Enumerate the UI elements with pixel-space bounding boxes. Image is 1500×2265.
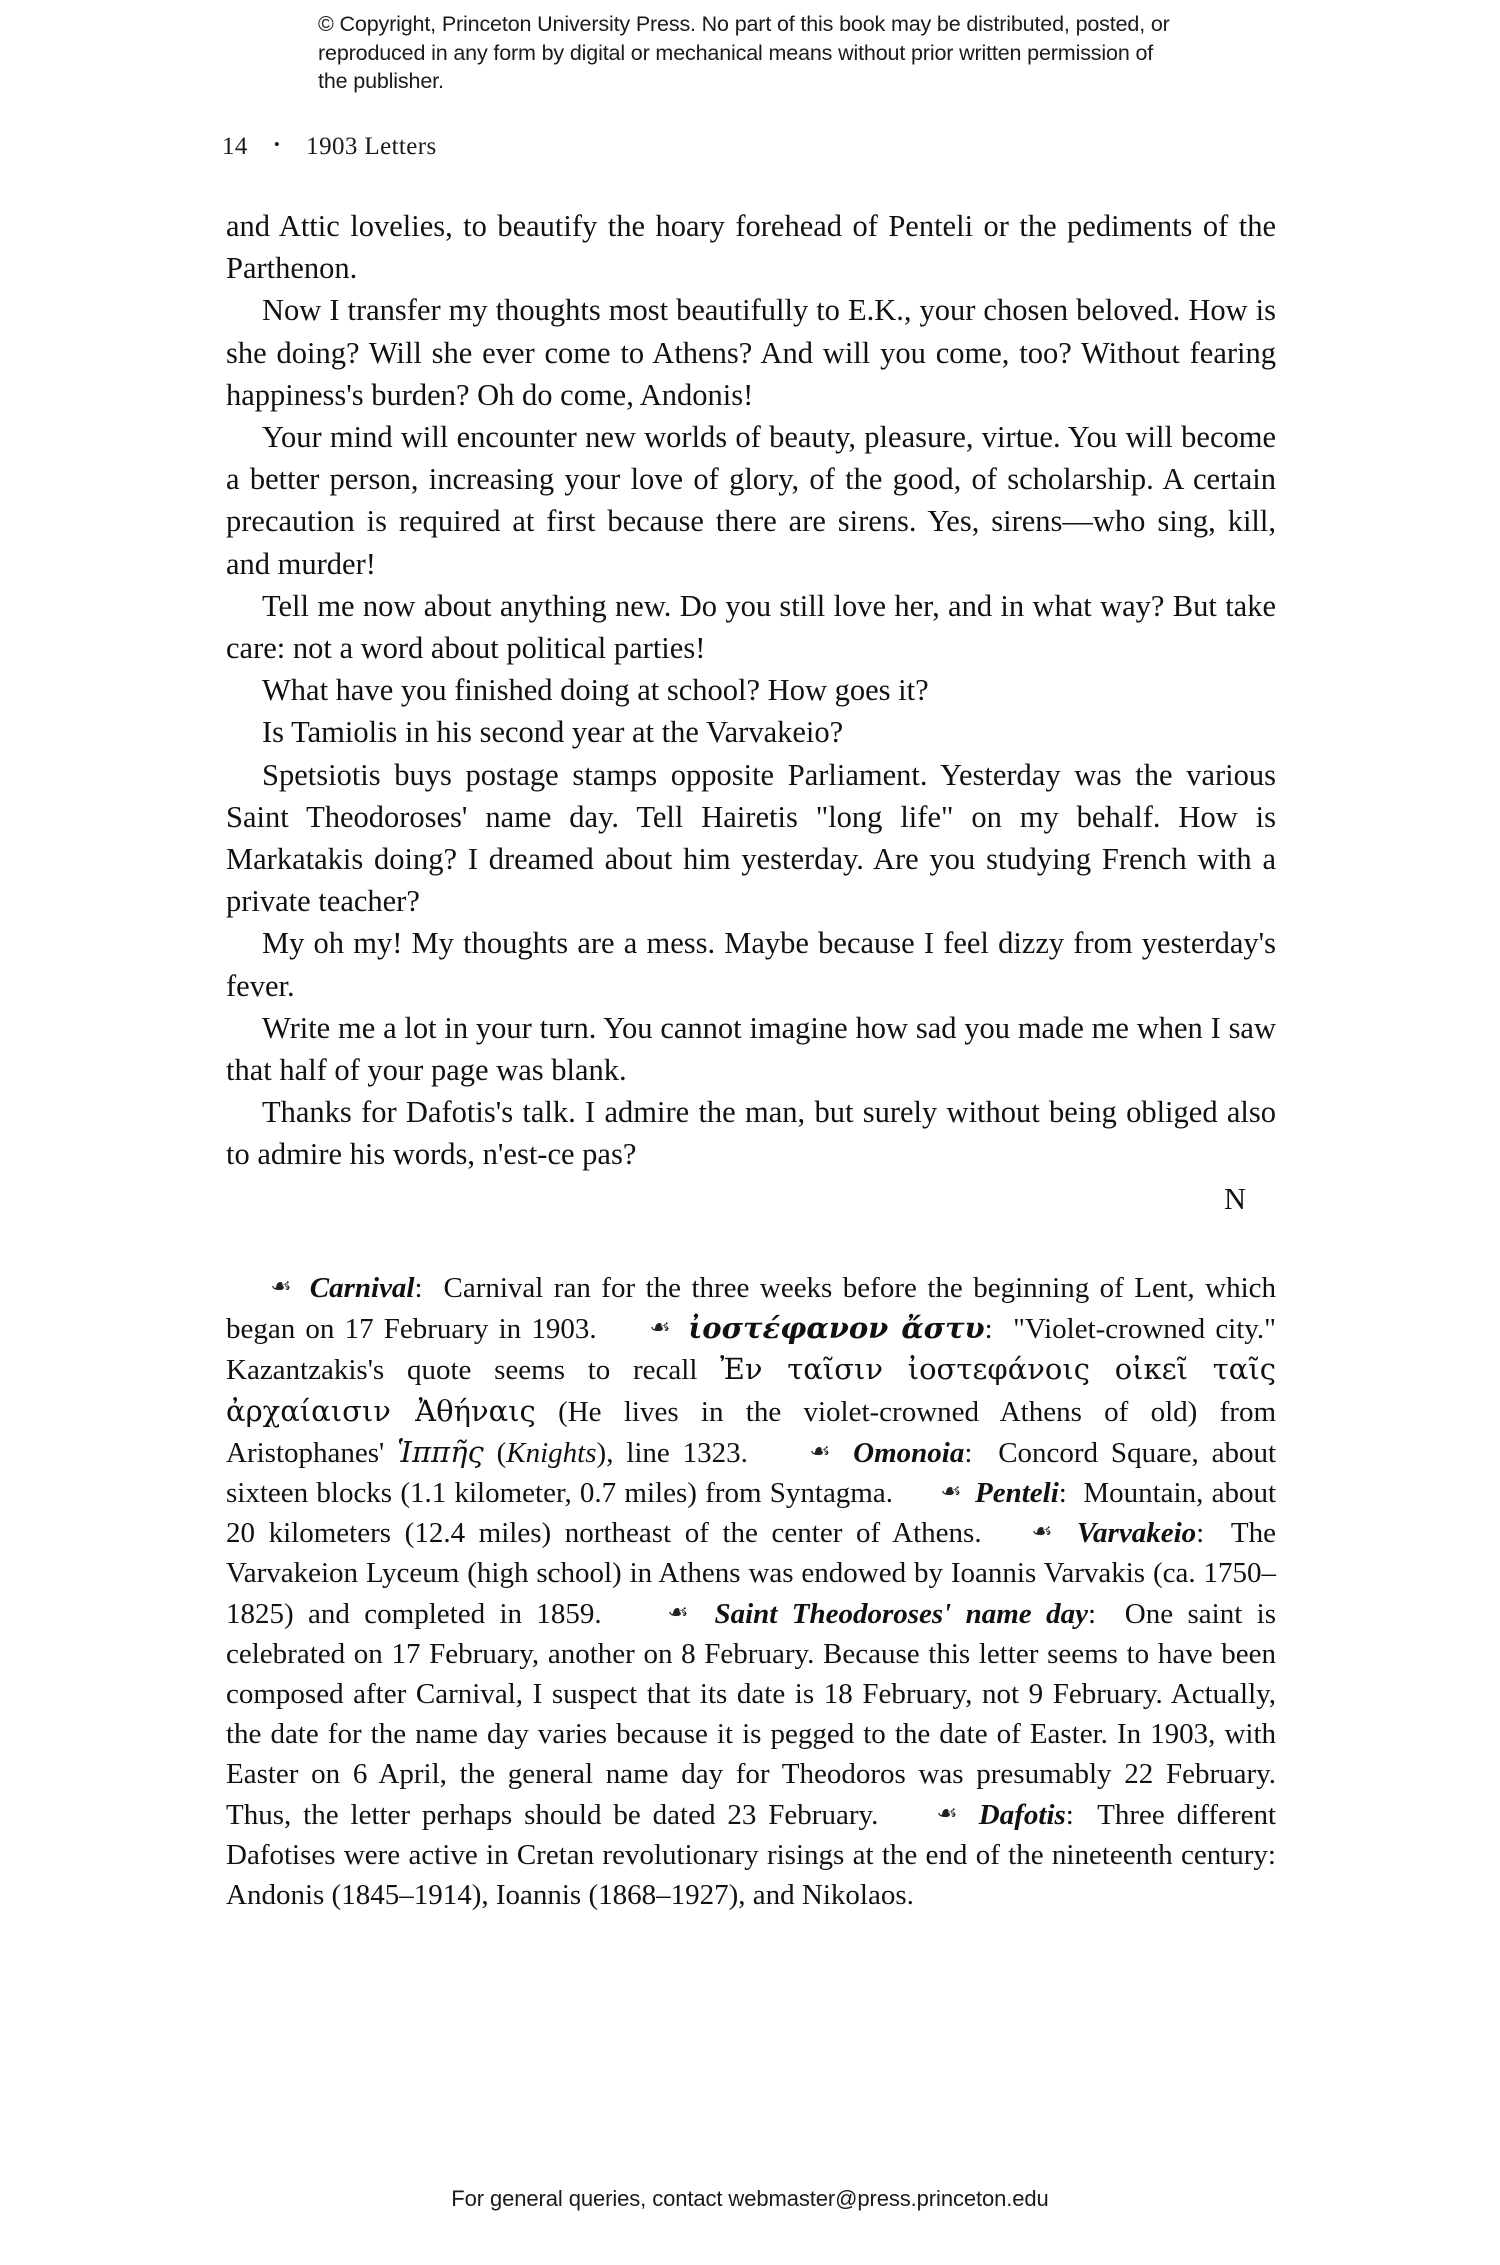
greek-quotation: Ἐν ταῖσιν ἰοστεφάνοις οἰκεῖ ταῖς ἀρχαίαισιν Ἀθήναις: [226, 1352, 1276, 1428]
annotation-colon: :: [414, 1272, 423, 1304]
fleuron-icon: ☙: [270, 1274, 292, 1298]
fleuron-icon: ☙: [939, 1479, 962, 1504]
annotation-lemma: ἰοστέφανον ἄστυ: [688, 1311, 985, 1346]
body-paragraph: Is Tamiolis in his second year at the Varvakeio?: [262, 715, 844, 750]
footer-notice: For general queries, contact webmaster@press.princeton.edu: [451, 2186, 1049, 2211]
annotation-lemma: Saint Theodoroses' name day: [714, 1597, 1088, 1630]
fleuron-icon: ☙: [808, 1438, 831, 1463]
body-paragraph: and Attic lovelies, to beautify the hoary forehead of Penteli or the pediments of the Parthenon.: [226, 209, 1276, 286]
annotation-text: (: [483, 1436, 507, 1469]
annotation-lemma: Penteli: [975, 1477, 1059, 1510]
annotation-text: (He lives in the violet-crowned Athens of old) from Aristophanes': [226, 1395, 1276, 1469]
fleuron-icon: ☙: [649, 1315, 671, 1340]
annotation-text: Three different Dafotises were active in Cretan revolutionary risings at the end of the nineteenth century: Andonis (1845–1914), Ioannis (1868–1927), and Nikolaos.: [226, 1798, 1277, 1912]
copyright-notice: © Copyright, Princeton University Press. No part of this book may be distributed, posted, or reproduced in any form by digital or mechanical means without prior written permission of the publisher.: [318, 12, 1170, 93]
body-paragraph: Spetsiotis buys postage stamps opposite Parliament. Yesterday was the various Saint Theodoroses' name day. Tell Hairetis "long life" on my behalf. How is Markatakis doing? I dreamed about him yesterday. Are you studying French with a private teacher?: [226, 757, 1276, 919]
page-number: 14: [222, 133, 248, 160]
body-paragraph: Thanks for Dafotis's talk. I admire the man, but surely without being obliged also to admire his words, n'est-ce pas?: [226, 1095, 1276, 1172]
letter-body: [226, 205, 1276, 1176]
annotation-lemma: Varvakeio: [1076, 1517, 1197, 1550]
annotation-lemma: Carnival: [309, 1272, 415, 1304]
annotation-colon: :: [1196, 1517, 1205, 1550]
annotation-text: Concord Square, about sixteen blocks (1.1 kilometer, 0.7 miles) from Syntagma.: [226, 1436, 1277, 1510]
body-paragraph: My oh my! My thoughts are a mess. Maybe because I feel dizzy from yesterday's fever.: [226, 926, 1276, 1003]
running-head-title: 1903 Letters: [306, 133, 437, 160]
annotation-lemma: Dafotis: [978, 1798, 1066, 1831]
work-title: Knights: [506, 1436, 597, 1469]
letter-signature: N: [1223, 1182, 1246, 1216]
body-paragraph: Now I transfer my thoughts most beautifully to E.K., your chosen beloved. How is she doing? Will she ever come to Athens? And will you come, too? Without fearing happiness's burden? Oh do come, Andonis!: [226, 293, 1276, 412]
annotation-colon: :: [964, 1436, 973, 1469]
annotation-text: Mountain, about 20 kilometers (12.4 miles) northeast of the center of Athens.: [226, 1477, 1277, 1550]
annotation-colon: :: [1065, 1798, 1074, 1831]
annotation-text: Carnival ran for the three weeks before the beginning of Lent, which began on 17 February in 1903.: [226, 1272, 1277, 1346]
annotation-colon: :: [1087, 1597, 1096, 1630]
running-head-separator: •: [273, 135, 281, 154]
annotation-paragraph: [226, 1268, 1276, 1915]
annotation-colon: :: [984, 1313, 993, 1346]
body-paragraph: What have you finished doing at school? How goes it?: [262, 673, 929, 708]
body-paragraph: Write me a lot in your turn. You cannot imagine how sad you made me when I saw that half of your page was blank.: [226, 1010, 1276, 1088]
greek-work-title: Ἱππῆς: [397, 1434, 484, 1469]
annotation-text: ), line 1323.: [596, 1436, 748, 1469]
fleuron-icon: ☙: [936, 1800, 959, 1825]
body-paragraph: Tell me now about anything new. Do you still love her, and in what way? But take care: not a word about political parties!: [226, 588, 1276, 666]
body-paragraph: Your mind will encounter new worlds of beauty, pleasure, virtue. You will become a better person, increasing your love of glory, of the good, of scholarship. A certain precaution is required at first because there are sirens. Yes, sirens—who sing, kill, and murder!: [226, 420, 1276, 581]
annotation-colon: :: [1058, 1477, 1067, 1510]
annotation-text: The Varvakeion Lyceum (high school) in Athens was endowed by Ioannis Varvakis (ca. 1750–1825) and completed in 1859.: [226, 1517, 1276, 1630]
annotations-block: [226, 1268, 1276, 1915]
running-head: [222, 133, 437, 161]
fleuron-icon: ☙: [667, 1599, 689, 1624]
annotation-text: "Violet-crowned city." Kazantzakis's quote seems to recall: [226, 1313, 1277, 1387]
annotation-text: One saint is celebrated on 17 February, another on 8 February. Because this letter seems to have been composed after Carnival, I suspect that its date is 18 February, not 9 February. Actually, the date for the name day varies because it is pegged to the date of Easter. In 1903, with Easter on 6 April, the general name day for Theodoros was presumably 22 February. Thus, the letter perhaps should be dated 23 February.: [226, 1597, 1276, 1831]
fleuron-icon: ☙: [1031, 1519, 1053, 1544]
annotation-lemma: Omonoia: [853, 1436, 965, 1469]
